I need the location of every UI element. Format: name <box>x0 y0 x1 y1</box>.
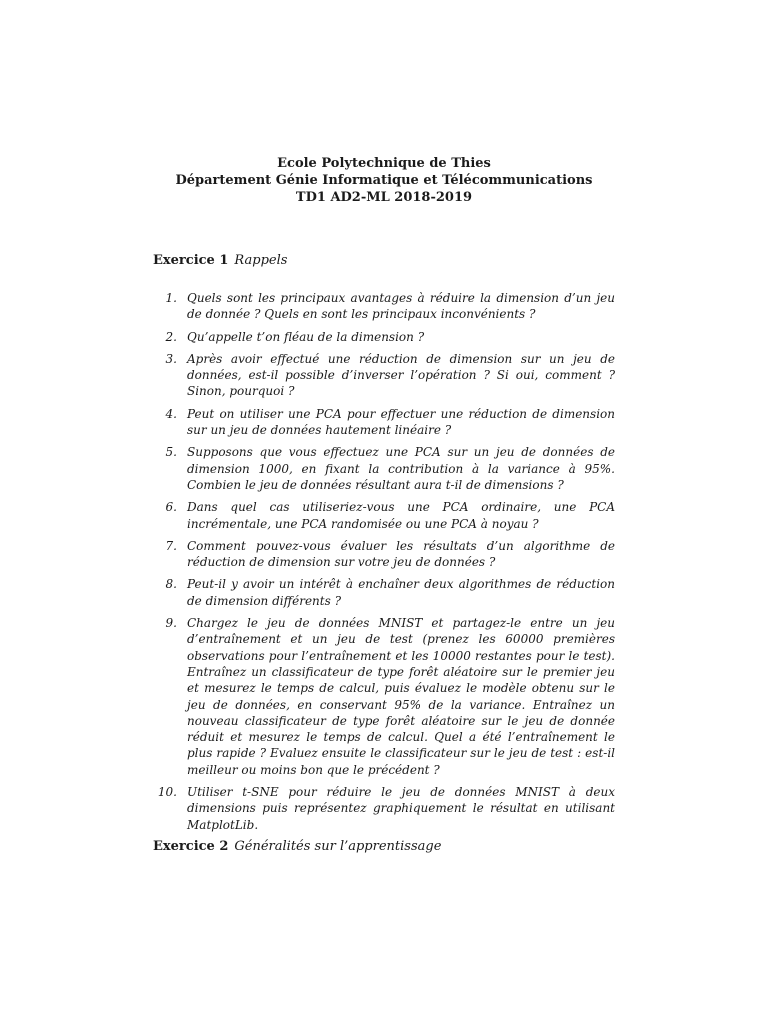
question-item <box>153 329 615 345</box>
exercise-2-title: Généralités sur l’apprentissage <box>234 839 442 854</box>
question-item <box>153 784 615 833</box>
question-number: 6. <box>165 500 177 515</box>
question-text: Comment pouvez-vous évaluer les résultats d’un algorithme de réduction de dimension sur votre jeu de données ? <box>187 538 615 570</box>
document-header <box>0 155 768 206</box>
question-text: Chargez le jeu de données MNIST et partagez-le entre un jeu d’entraînement et un jeu de test (prenez les 60000 premières observations pour l’entraînement et les 10000 restantes pour le test). Entraînez un classificateur de type forêt aléatoire sur le premier jeu et mesurez le temps de calcul, puis évaluez le modèle obtenu sur le jeu de données, en conservant 95% de la variance. Entraînez un nouveau classificateur de type forêt aléatoire sur le jeu de donnée réduit et mesurez le temps de calcul. Quel a été l’entraînement le plus rapide ? Evaluez ensuite le classificateur sur le jeu de test : est-il meilleur ou moins bon que le précédent ? <box>187 616 615 777</box>
question-number: 10. <box>157 785 177 800</box>
question-text: Dans quel cas utiliseriez-vous une PCA ordinaire, une PCA incrémentale, une PCA randomisée ou une PCA à noyau ? <box>187 500 615 531</box>
question-item <box>153 538 615 571</box>
exercise-1-label: Exercice 1 <box>153 253 229 268</box>
course-title: TD1 AD2-ML 2018-2019 <box>295 190 473 205</box>
question-item <box>153 290 615 323</box>
question-item <box>153 499 615 532</box>
question-item <box>153 576 615 609</box>
question-text: Après avoir effectué une réduction de dimension sur un jeu de données, est-il possible d’inverser l’opération ? Si oui, comment ? Sinon, pourquoi ? <box>187 351 615 399</box>
exercise-1-title: Rappels <box>234 253 288 268</box>
question-number: 9. <box>165 616 177 631</box>
question-number: 5. <box>165 445 177 460</box>
question-text: Supposons que vous effectuez une PCA sur un jeu de données de dimension 1000, en fixant la contribution à la variance à 95%. Combien le jeu de données résultant aura t-il de dimensions ? <box>187 445 615 492</box>
question-text: Peut on utiliser une PCA pour effectuer une réduction de dimension sur un jeu de données hautement linéaire ? <box>187 406 615 438</box>
question-item <box>153 444 615 493</box>
question-number: 1. <box>165 291 177 305</box>
question-item <box>153 406 615 439</box>
exercise-2-heading <box>153 839 441 854</box>
question-number: 4. <box>165 406 177 421</box>
question-number: 2. <box>165 329 177 344</box>
exercise-1-question-list <box>153 290 615 839</box>
question-number: 3. <box>165 351 177 366</box>
department-name: Département Génie Informatique et Télécommunications <box>175 173 593 188</box>
question-text: Peut-il y avoir un intérêt à enchaîner deux algorithmes de réduction de dimension différents ? <box>187 577 615 608</box>
question-number: 7. <box>165 538 177 553</box>
question-item <box>153 615 615 778</box>
exercise-1-heading <box>153 253 287 268</box>
question-text: Quels sont les principaux avantages à réduire la dimension d’un jeu de donnée ? Quels en sont les principaux inconvénients ? <box>187 291 615 322</box>
question-item <box>153 351 615 400</box>
exercise-2-label: Exercice 2 <box>153 839 229 854</box>
question-number: 8. <box>165 577 177 592</box>
question-text: Qu’appelle t’on fléau de la dimension ? <box>187 329 425 344</box>
school-name: Ecole Polytechnique de Thies <box>277 156 491 171</box>
question-text: Utiliser t-SNE pour réduire le jeu de données MNIST à deux dimensions puis représentez graphiquement le résultat en utilisant MatplotLib. <box>187 785 615 832</box>
